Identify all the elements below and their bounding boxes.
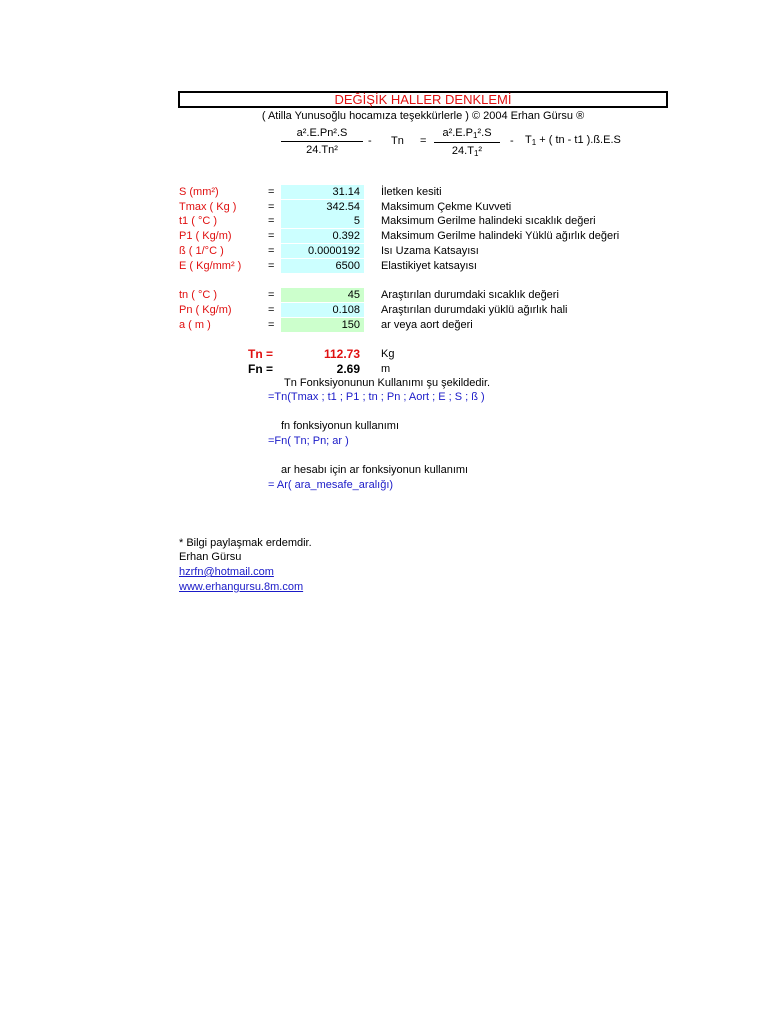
formula-fraction-1-denominator: 24.Tn² [306,144,338,156]
param-eq-tmax: = [268,201,275,213]
formula-fraction-2-numerator-sub: 1 [473,131,478,140]
param-eq-pn: = [268,304,275,316]
result-tn-value: 112.73 [323,347,360,361]
formula-fraction-2-numerator [434,127,500,143]
param-value-a[interactable]: 150 [281,318,364,332]
formula-tail-a: T [525,134,532,146]
formula-tail-b: + ( tn - t1 ).ß.E.S [536,134,621,146]
page-title: DEĞİŞİK HALLER DENKLEMİ [178,91,668,108]
param-label-a: a ( m ) [179,319,211,331]
formula-minus-2: - [510,135,514,147]
formula-fraction-2 [434,127,500,158]
formula-fraction-2-numerator-b: ².S [477,127,492,139]
param-value-tn[interactable]: 45 [281,288,364,302]
param-value-p1[interactable]: 0.392 [281,229,364,243]
usage-fn-formula: =Fn( Tn; Pn; ar ) [268,435,349,447]
formula-tail [525,134,621,147]
usage-ar-heading: ar hesabı için ar fonksiyonun kullanımı [281,464,469,476]
param-desc-e: Elastikiyet katsayısı [381,260,477,272]
param-eq-a: = [268,319,275,331]
param-desc-tmax: Maksimum Çekme Kuvveti [381,201,512,213]
param-eq-tn: = [268,289,275,301]
footer-email-link[interactable]: hzrfn@hotmail.com [179,566,274,578]
param-value-pn[interactable]: 0.108 [281,303,364,317]
footer-author: Erhan Gürsu [179,551,242,563]
param-value-s[interactable]: 31.14 [281,185,364,199]
formula-fraction-2-denominator-sub: 1 [473,149,479,158]
param-label-s: S (mm²) [179,186,219,198]
param-desc-p1: Maksimum Gerilme halindeki Yüklü ağırlık değeri [381,230,620,242]
param-label-p1: P1 ( Kg/m) [179,230,232,242]
formula-fraction-1 [281,127,363,156]
param-label-tmax: Tmax ( Kg ) [179,201,237,213]
formula-fraction-2-numerator-a: a².E.P [442,127,474,139]
param-value-e[interactable]: 6500 [281,259,364,273]
usage-ar-formula: = Ar( ara_mesafe_aralığı) [268,479,394,491]
result-fn-unit: m [381,363,391,375]
param-eq-s: = [268,186,275,198]
formula-fraction-1-numerator: a².E.Pn².S [281,127,363,142]
formula-tn: Tn [391,135,404,147]
result-tn-label: Tn = [248,347,274,361]
param-desc-t1: Maksimum Gerilme halindeki sıcaklık değeri [381,215,596,227]
param-eq-e: = [268,260,275,272]
usage-tn-formula: =Tn(Tmax ; t1 ; P1 ; tn ; Pn ; Aort ; E ; S ; ß ) [268,391,485,403]
result-fn-value: 2.69 [336,362,360,376]
param-desc-s: İletken kesiti [381,186,442,198]
formula-tail-sub: 1 [531,138,537,147]
formula-equals: = [420,135,427,147]
param-value-tmax[interactable]: 342.54 [281,200,364,214]
usage-fn-heading: fn fonksiyonun kullanımı [281,420,400,432]
result-fn-label: Fn = [248,362,274,376]
param-label-t1: t1 ( °C ) [179,215,218,227]
usage-tn-heading: Tn Fonksiyonunun Kullanımı şu şekildedir. [284,377,491,389]
param-eq-p1: = [268,230,275,242]
param-label-e: E ( Kg/mm² ) [179,260,242,272]
result-tn-unit: Kg [381,348,395,360]
param-desc-beta: Isı Uzama Katsayısı [381,245,479,257]
formula-fraction-2-denominator-a: 24.T [451,145,474,157]
footer-motto: * Bilgi paylaşmak erdemdir. [179,537,312,549]
subtitle: ( Atilla Yunusoğlu hocamıza teşekkürlerle ) © 2004 Erhan Gürsu ® [261,110,585,122]
param-desc-a: ar veya aort değeri [381,319,473,331]
param-desc-tn: Araştırılan durumdaki sıcaklık değeri [381,289,559,301]
footer-website-link[interactable]: www.erhangursu.8m.com [179,581,304,593]
param-label-tn: tn ( °C ) [179,289,218,301]
param-eq-t1: = [268,215,275,227]
param-label-beta: ß ( 1/°C ) [179,245,224,257]
param-value-t1[interactable]: 5 [281,214,364,228]
param-desc-pn: Araştırılan durumdaki yüklü ağırlık hali [381,304,568,316]
param-label-pn: Pn ( Kg/m) [179,304,232,316]
formula-minus-1: - [368,135,372,147]
param-value-beta[interactable]: 0.0000192 [281,244,364,258]
formula-fraction-2-denominator-b: ² [478,145,483,157]
formula-fraction-2-denominator [434,143,500,158]
param-eq-beta: = [268,245,275,257]
